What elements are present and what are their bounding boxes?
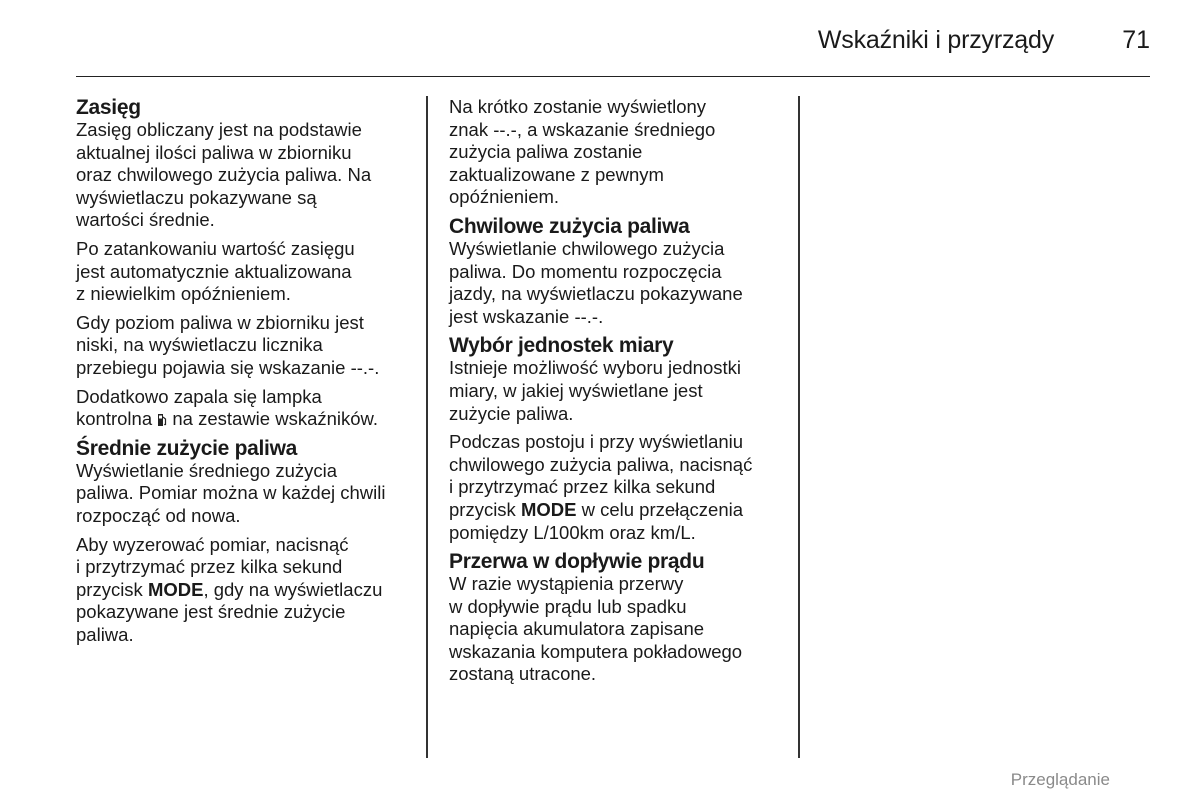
paragraph: Istnieje możliwość wyboru jednostki miary, w jakiej wyświetlane jest zużycie paliwa. bbox=[449, 357, 742, 424]
mode-key-label: MODE bbox=[147, 578, 204, 600]
paragraph: Zasięg obliczany jest na podstawie aktualnej ilości paliwa w zbiorniku oraz chwilowego zużycia paliwa. Na wyświetlaczu pokazywane są wartości średnie. bbox=[76, 119, 372, 231]
paragraph: Na krótko zostanie wyświetlony znak --.-, a wskazanie średniego zużycia paliwa zostanie zaktualizowane z pewnym opóźnieniem. bbox=[449, 96, 716, 208]
column-left bbox=[76, 96, 412, 652]
mode-key-label: MODE bbox=[520, 498, 577, 520]
paragraph: Gdy poziom paliwa w zbiorniku jest niski, na wyświetlaczu licznika przebiegu pojawia się wskazanie --.-. bbox=[76, 311, 380, 378]
section-heading: Przerwa w dopływie prądu bbox=[449, 550, 705, 574]
paragraph: Wyświetlanie średniego zużycia paliwa. Pomiar można w każdej chwili rozpocząć od nowa. bbox=[76, 459, 386, 526]
section-range bbox=[76, 96, 412, 431]
section-heading: Zasięg bbox=[76, 96, 141, 119]
paragraph: Po zatankowaniu wartość zasięgu jest automatycznie aktualizowana z niewielkim opóźnieniem. bbox=[76, 237, 355, 305]
column-divider-right bbox=[798, 96, 800, 758]
page-header bbox=[76, 24, 1150, 77]
fuel-pump-icon bbox=[157, 413, 167, 427]
section-heading: Chwilowe zużycia paliwa bbox=[449, 214, 690, 238]
paragraph: W razie wystąpienia przerwy w dopływie prądu lub spadku napięcia akumulatora zapisane wskazania komputera pokładowego zostaną utracone. bbox=[449, 573, 743, 685]
page-title: Wskaźniki i przyrządy bbox=[817, 26, 1054, 54]
paragraph: Podczas postoju i przy wyświetlaniu chwilowego zużycia paliwa, nacisnąć i przytrzymać przez kilka sekund przycisk MODE w celu przełączenia pomiędzy L/100km oraz km/L. bbox=[449, 431, 753, 543]
section-instant-consumption bbox=[449, 215, 785, 328]
section-heading: Wybór jednostek miary bbox=[449, 334, 674, 358]
paragraph: Aby wyzerować pomiar, nacisnąć i przytrzymać przez kilka sekund przycisk MODE, gdy na wyświetlaczu pokazywane jest średnie zużycie paliwa. bbox=[76, 533, 383, 645]
paragraph: Dodatkowo zapala się lampka kontrolna na zestawie wskaźników. bbox=[76, 385, 379, 430]
paragraph: Wyświetlanie chwilowego zużycia paliwa. Do momentu rozpoczęcia jazdy, na wyświetlaczu pokazywane jest wskazanie --.-. bbox=[449, 237, 743, 327]
section-units bbox=[449, 334, 785, 544]
column-divider-left bbox=[426, 96, 428, 758]
section-heading: Średnie zużycie paliwa bbox=[76, 436, 297, 460]
column-middle bbox=[449, 96, 785, 692]
footer-watermark: Przeglądanie bbox=[1010, 770, 1110, 789]
page-number: 71 bbox=[1122, 26, 1150, 54]
section-power-interruption bbox=[449, 550, 785, 686]
section-average-consumption bbox=[76, 437, 412, 647]
